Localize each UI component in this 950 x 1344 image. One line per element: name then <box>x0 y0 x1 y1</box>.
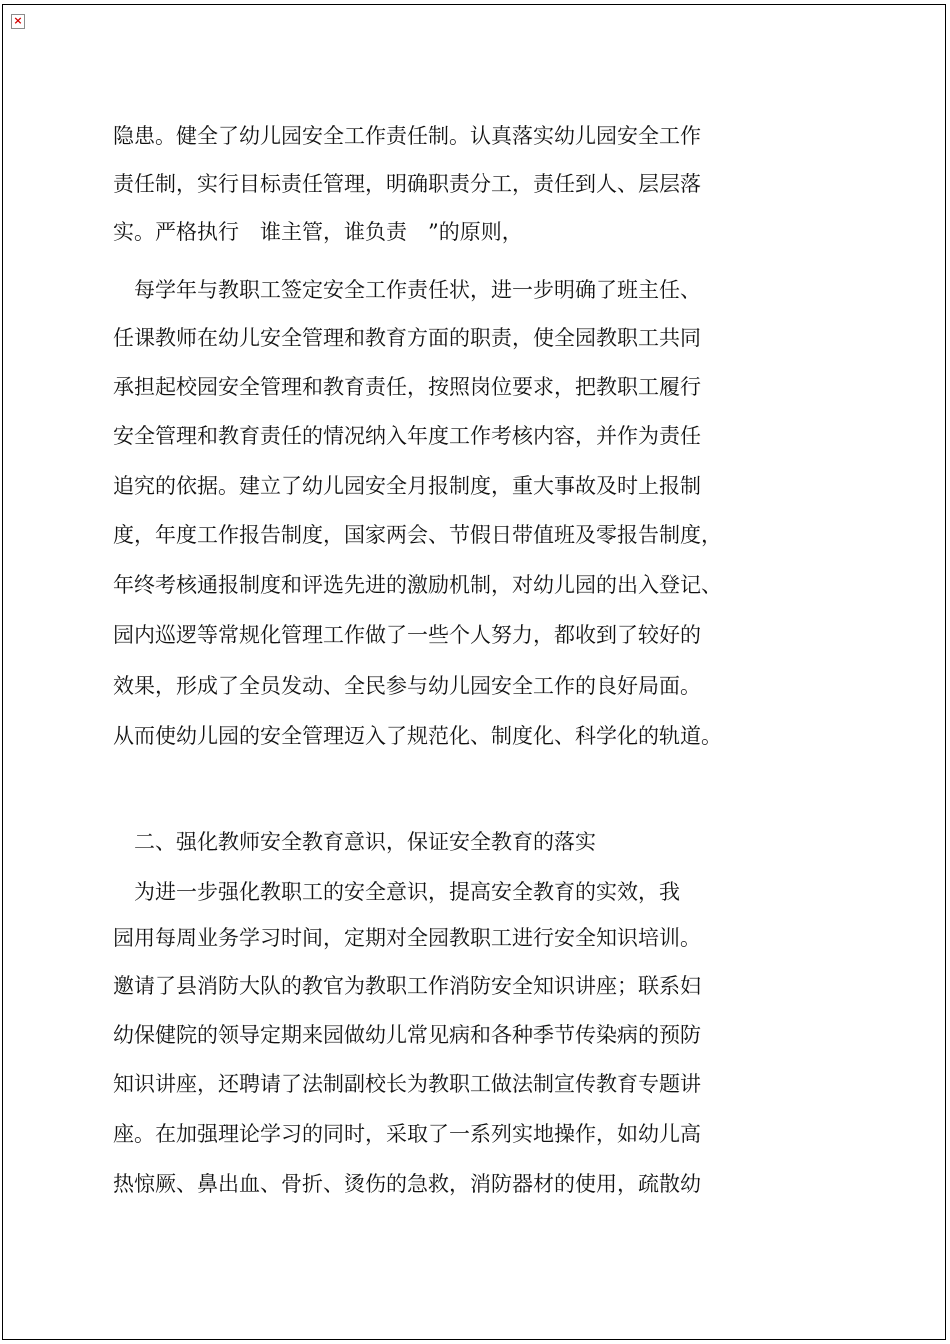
text-line: 幼保健院的领导定期来园做幼儿常见病和各种季节传染病的预防 <box>113 1023 701 1047</box>
text-line: 园用每周业务学习时间，定期对全园教职工进行安全知识培训。 <box>113 926 701 950</box>
text-line: 效果，形成了全员发动、全民参与幼儿园安全工作的良好局面。 <box>113 674 701 698</box>
section-heading: 二、强化教师安全教育意识，保证安全教育的落实 <box>113 830 596 854</box>
text-line: 隐患。健全了幼儿园安全工作责任制。认真落实幼儿园安全工作 <box>113 124 701 148</box>
text-line: 邀请了县消防大队的教官为教职工作消防安全知识讲座；联系妇 <box>113 974 701 998</box>
broken-image-icon <box>11 14 25 29</box>
text-line: 座。在加强理论学习的同时，采取了一系列实地操作，如幼儿高 <box>113 1122 701 1146</box>
broken-image-glyph: × <box>13 14 23 27</box>
text-line: 实。严格执行 谁主管，谁负责 ”的原则， <box>113 220 523 244</box>
text-line: 园内巡逻等常规化管理工作做了一些个人努力，都收到了较好的 <box>113 623 701 647</box>
text-line: 从而使幼儿园的安全管理迈入了规范化、制度化、科学化的轨道。 <box>113 724 722 748</box>
text-line: 责任制，实行目标责任管理，明确职责分工，责任到人、层层落 <box>113 172 701 196</box>
text-line: 每学年与教职工签定安全工作责任状，进一步明确了班主任、 <box>113 278 701 302</box>
text-line: 年终考核通报制度和评选先进的激励机制，对幼儿园的出入登记、 <box>113 573 722 597</box>
text-line: 热惊厥、鼻出血、骨折、烫伤的急救，消防器材的使用，疏散幼 <box>113 1172 701 1196</box>
text-line: 安全管理和教育责任的情况纳入年度工作考核内容，并作为责任 <box>113 424 701 448</box>
text-line: 知识讲座，还聘请了法制副校长为教职工做法制宣传教育专题讲 <box>113 1072 701 1096</box>
text-line: 为进一步强化教职工的安全意识，提高安全教育的实效，我 <box>113 880 680 904</box>
text-line: 任课教师在幼儿安全管理和教育方面的职责，使全园教职工共同 <box>113 326 701 350</box>
text-line: 承担起校园安全管理和教育责任，按照岗位要求，把教职工履行 <box>113 375 701 399</box>
document-page <box>2 4 946 1340</box>
text-line: 追究的依据。建立了幼儿园安全月报制度，重大事故及时上报制 <box>113 474 701 498</box>
text-line: 度，年度工作报告制度，国家两会、节假日带值班及零报告制度， <box>113 523 722 547</box>
